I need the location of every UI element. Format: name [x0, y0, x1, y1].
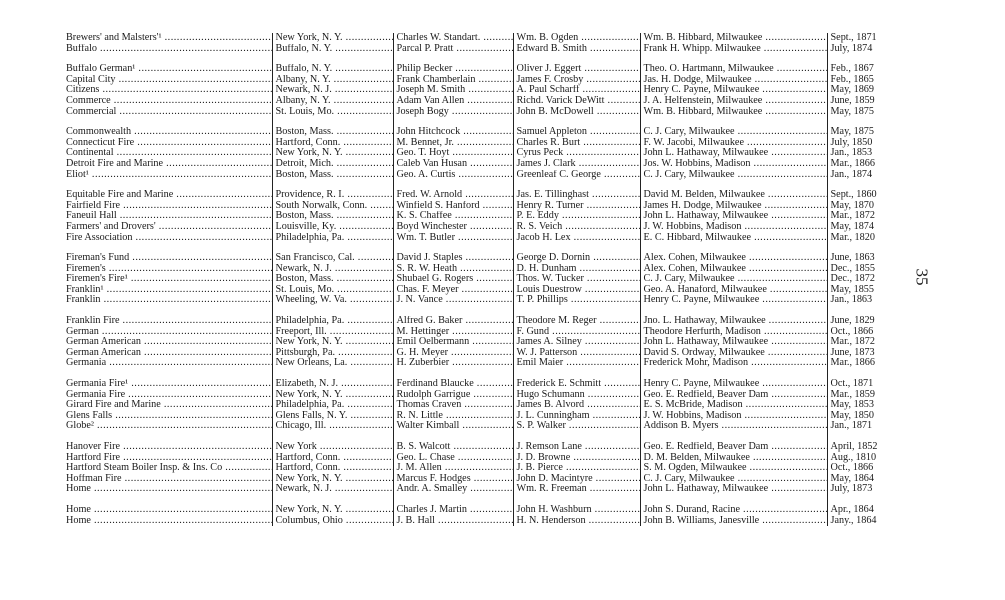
table-row	[64, 138, 899, 149]
group-separator	[64, 432, 899, 442]
president-cell: S. R. W. Heath .....	[393, 264, 513, 275]
location-cell: Philadelphia, Pa. .....	[272, 400, 393, 411]
agent-cell: J. W. Hobbins, Madison .....	[640, 411, 827, 422]
admitted-date-cell: Oct., 1866	[830, 326, 874, 337]
company-name-cell: Fairfield Fire .....	[64, 201, 272, 212]
location-cell: New York, N. Y. .....	[272, 505, 393, 516]
location-cell: Elizabeth, N. J. .....	[272, 379, 393, 390]
company-name-cell: Commercial .....	[64, 107, 272, 118]
table-row	[64, 327, 899, 338]
company-name-cell: Citizens .....	[64, 85, 272, 96]
president-cell: Chas. F. Meyer .....	[393, 285, 513, 296]
company-name-cell: German .....	[64, 327, 272, 338]
company-name-cell: Glens Falls .....	[64, 411, 272, 422]
company-name-cell: Hoffman Fire .....	[64, 474, 272, 485]
secretary-cell: Wm. R. Freeman .....	[513, 484, 640, 495]
company-name-cell: Firemen's .....	[64, 264, 272, 275]
admitted-date-cell: July, 1850	[830, 137, 873, 148]
company-name-cell: Hartford Fire .....	[64, 453, 272, 464]
president-cell: Ferdinand Blaucke .....	[393, 379, 513, 390]
table-row	[64, 505, 899, 516]
group-separator	[64, 243, 899, 253]
admitted-date-cell: May, 1874	[830, 221, 874, 232]
admitted-date-cell: Jan., 1863	[830, 295, 873, 306]
table-row	[64, 201, 899, 212]
location-cell: San Francisco, Cal. .....	[272, 253, 393, 264]
table-row	[64, 33, 899, 44]
president-cell: Geo. A. Curtis .....	[393, 170, 513, 181]
table-row	[64, 295, 899, 306]
admitted-date-cell: May, 1853	[830, 400, 874, 411]
secretary-cell: John B. McDowell .....	[513, 107, 640, 118]
admitted-date-cell: June, 1863	[830, 253, 875, 264]
admitted-date-cell: Feb., 1865	[830, 74, 874, 85]
location-cell: New York, N. Y. .....	[272, 390, 393, 401]
agent-cell: C. J. Cary, Milwaukee .....	[640, 274, 827, 285]
admitted-date-cell: Mar., 1859	[830, 389, 875, 400]
secretary-cell: George D. Dornin .....	[513, 253, 640, 264]
company-name-cell: Eliot¹ .....	[64, 170, 272, 181]
secretary-cell: J. L. Cunningham .....	[513, 411, 640, 422]
company-name-cell: Detroit Fire and Marine .....	[64, 159, 272, 170]
admitted-date-cell: Mar., 1872	[830, 211, 875, 222]
location-cell: St. Louis, Mo. .....	[272, 107, 393, 118]
secretary-cell: James A. Silney .....	[513, 337, 640, 348]
president-cell: J. M. Allen .....	[393, 463, 513, 474]
table-row	[64, 316, 899, 327]
table-row	[64, 285, 899, 296]
company-name-cell: Faneuil Hall .....	[64, 211, 272, 222]
president-cell: Shubael G. Rogers .....	[393, 274, 513, 285]
president-cell: Frank Chamberlain .....	[393, 75, 513, 86]
company-name-cell: Hanover Fire .....	[64, 442, 272, 453]
table-row	[64, 253, 899, 264]
admitted-date-cell: May, 1864	[830, 473, 874, 484]
president-cell: Joseph Bogy .....	[393, 107, 513, 118]
agent-cell: Jos. W. Hobbins, Madison .....	[640, 159, 827, 170]
location-cell: Hartford, Conn. .....	[272, 453, 393, 464]
secretary-cell: D. H. Dunham .....	[513, 264, 640, 275]
location-cell: Hartford, Conn. .....	[272, 463, 393, 474]
secretary-cell: J. B. Pierce .....	[513, 463, 640, 474]
location-cell: Philadelphia, Pa. .....	[272, 316, 393, 327]
president-cell: Geo. T. Hoyt .....	[393, 148, 513, 159]
company-name-cell: Equitable Fire and Marine .....	[64, 190, 272, 201]
admitted-date-cell: July, 1873	[830, 484, 873, 495]
secretary-cell: Hugo Schumann .....	[513, 390, 640, 401]
secretary-cell: S. P. Walker .....	[513, 421, 640, 432]
admitted-date-cell: April, 1852	[830, 442, 878, 452]
agent-cell: Frank H. Whipp. Milwaukee .....	[640, 44, 827, 55]
president-cell: J. B. Hall .....	[393, 516, 513, 527]
table-row	[64, 233, 899, 244]
president-cell: Wm. T. Butler .....	[393, 233, 513, 244]
president-cell: Boyd Winchester .....	[393, 222, 513, 233]
table-row	[64, 358, 899, 369]
table-row	[64, 274, 899, 285]
admitted-date-cell: Jan., 1871	[830, 421, 873, 432]
president-cell: K. S. Chaffee .....	[393, 211, 513, 222]
secretary-cell: F. Gund .....	[513, 327, 640, 338]
admitted-date-cell: June, 1829	[830, 316, 875, 327]
agent-cell: S. M. Ogden, Milwaukee .....	[640, 463, 827, 474]
president-cell: M. Bennet, Jr. .....	[393, 138, 513, 149]
agent-cell: C. J. Cary, Milwaukee .....	[640, 127, 827, 138]
admitted-date-cell: Mar., 1866	[830, 158, 875, 169]
table-row	[64, 159, 899, 170]
agent-cell: Frederick Mohr, Madison .....	[640, 358, 827, 369]
company-name-cell: Girard Fire and Marine .....	[64, 400, 272, 411]
secretary-cell: Frederick E. Schmitt .....	[513, 379, 640, 390]
agent-cell: Geo. A. Hanaford, Milwaukee .....	[640, 285, 827, 296]
president-cell: Charles W. Standart. .....	[393, 33, 513, 44]
agent-cell: Wm. B. Hibbard, Milwaukee .....	[640, 33, 827, 44]
president-cell: B. S. Walcott .....	[393, 442, 513, 453]
table-row	[64, 107, 899, 118]
company-name-cell: Franklin¹ .....	[64, 285, 272, 296]
secretary-cell: Charles R. Burt .....	[513, 138, 640, 149]
admitted-date-cell: Jan., 1874	[830, 169, 873, 180]
company-name-cell: Hartford Steam Boiler Insp. & Ins. Co .....	[64, 463, 272, 474]
admitted-date-cell: Mar., 1820	[830, 232, 875, 243]
agent-cell: Addison B. Myers .....	[640, 421, 827, 432]
secretary-cell: Jacob H. Lex .....	[513, 233, 640, 244]
admitted-date-cell: May, 1870	[830, 200, 874, 211]
table-row	[64, 148, 899, 159]
table-row	[64, 474, 899, 485]
admitted-date-cell: Sept., 1871	[830, 33, 877, 43]
secretary-cell: P. E. Eddy .....	[513, 211, 640, 222]
table-row	[64, 222, 899, 233]
secretary-cell: R. S. Veich .....	[513, 222, 640, 233]
admitted-date-cell: June, 1859	[830, 95, 875, 106]
admitted-date-cell: Oct., 1866	[830, 463, 874, 474]
admitted-date-cell: Apr., 1864	[830, 504, 874, 515]
company-name-cell: Farmers' and Drovers' .....	[64, 222, 272, 233]
table-row	[64, 211, 899, 222]
location-cell: Glens Falls, N. Y. .....	[272, 411, 393, 422]
table-row	[64, 411, 899, 422]
location-cell: Chicago, Ill. .....	[272, 421, 393, 432]
company-name-cell: German American .....	[64, 348, 272, 359]
agent-cell: Henry C. Payne, Milwaukee .....	[640, 295, 827, 306]
table-row	[64, 453, 899, 464]
agent-cell: John L. Hathaway, Milwaukee .....	[640, 337, 827, 348]
location-cell: Buffalo, N. Y. .....	[272, 44, 393, 55]
secretary-cell: Jas. E. Tillinghast .....	[513, 190, 640, 201]
company-name-cell: Home .....	[64, 484, 272, 495]
admitted-date-cell: July, 1874	[830, 43, 873, 54]
company-name-cell: Buffalo German¹ .....	[64, 64, 272, 75]
table-row	[64, 264, 899, 275]
secretary-cell: James F. Crosby .....	[513, 75, 640, 86]
president-cell: John Hitchcock .....	[393, 127, 513, 138]
company-name-cell: Commerce .....	[64, 96, 272, 107]
president-cell: Fred. W. Arnold .....	[393, 190, 513, 201]
admitted-date-cell: Mar., 1866	[830, 358, 875, 369]
location-cell: New Orleans, La. .....	[272, 358, 393, 369]
agent-cell: Theo. O. Hartmann, Milwaukee .....	[640, 64, 827, 75]
table-row	[64, 484, 899, 495]
table-row	[64, 348, 899, 359]
agent-cell: Jas. H. Dodge, Milwaukee .....	[640, 75, 827, 86]
president-cell: J. N. Vance .....	[393, 295, 513, 306]
secretary-cell: John D. Macintyre .....	[513, 474, 640, 485]
secretary-cell: Emil Maier .....	[513, 358, 640, 369]
table-row	[64, 127, 899, 138]
location-cell: Pittsburgh, Pa. .....	[272, 348, 393, 359]
president-cell: Thomas Craven .....	[393, 400, 513, 411]
agent-cell: Jno. L. Hathaway, Milwaukee .....	[640, 316, 827, 327]
location-cell: Providence, R. I. .....	[272, 190, 393, 201]
secretary-cell: Louis Duestrow .....	[513, 285, 640, 296]
president-cell: R. N. Little .....	[393, 411, 513, 422]
location-cell: New York, N. Y. .....	[272, 148, 393, 159]
location-cell: Hartford, Conn. .....	[272, 138, 393, 149]
location-cell: Newark, N. J. .....	[272, 484, 393, 495]
president-cell: Caleb Van Husan .....	[393, 159, 513, 170]
agent-cell: Theodore Herfurth, Madison .....	[640, 327, 827, 338]
location-cell: South Norwalk, Conn. .....	[272, 201, 393, 212]
president-cell: Walter Kimball .....	[393, 421, 513, 432]
table-row	[64, 75, 899, 86]
table-row	[64, 170, 899, 181]
company-name-cell: Germania .....	[64, 358, 272, 369]
table-row	[64, 44, 899, 55]
agent-cell: Geo. E. Redfield, Beaver Dam .....	[640, 442, 827, 453]
group-separator	[64, 54, 899, 64]
agent-cell: John S. Durand, Racine .....	[640, 505, 827, 516]
company-name-cell: Globe² .....	[64, 421, 272, 432]
table-row	[64, 96, 899, 107]
president-cell: Marcus F. Hodges .....	[393, 474, 513, 485]
company-name-cell: Capital City .....	[64, 75, 272, 86]
admitted-date-cell: Dec., 1855	[830, 263, 875, 274]
president-cell: Emil Oelbermann .....	[393, 337, 513, 348]
agent-cell: Alex. Cohen, Milwaukee .....	[640, 253, 827, 264]
table-row	[64, 516, 899, 527]
agent-cell: David S. Ordway, Milwaukee .....	[640, 348, 827, 359]
table-row	[64, 421, 899, 432]
admitted-date-cell: Sept., 1860	[830, 190, 877, 201]
location-cell: Newark, N. J. .....	[272, 85, 393, 96]
location-cell: Wheeling, W. Va. .....	[272, 295, 393, 306]
company-name-cell: Franklin Fire .....	[64, 316, 272, 327]
admitted-date-cell: Dec., 1872	[830, 274, 875, 285]
table-row	[64, 463, 899, 474]
secretary-cell: John H. Washburn .....	[513, 505, 640, 516]
secretary-cell: A. Paul Scharff .....	[513, 85, 640, 96]
company-name-cell: Franklin .....	[64, 295, 272, 306]
company-name-cell: Home .....	[64, 516, 272, 527]
company-name-cell: Buffalo .....	[64, 44, 272, 55]
secretary-cell: Theodore M. Reger .....	[513, 316, 640, 327]
president-cell: Philip Becker .....	[393, 64, 513, 75]
location-cell: Boston, Mass. .....	[272, 170, 393, 181]
location-cell: Boston, Mass. .....	[272, 127, 393, 138]
company-name-cell: Home .....	[64, 505, 272, 516]
agent-cell: John B. Williams, Janesville .....	[640, 516, 827, 527]
secretary-cell: J. D. Browne .....	[513, 453, 640, 464]
table-row	[64, 337, 899, 348]
president-cell: Winfield S. Hanford .....	[393, 201, 513, 212]
agent-cell: Alex. Cohen, Milwaukee .....	[640, 264, 827, 275]
president-cell: Rudolph Garrigue .....	[393, 390, 513, 401]
group-separator	[64, 495, 899, 505]
location-cell: Albany, N. Y. .....	[272, 75, 393, 86]
table-row	[64, 379, 899, 390]
admitted-date-cell: May, 1855	[830, 284, 874, 295]
location-cell: New York, N. Y. .....	[272, 474, 393, 485]
company-name-cell: Fireman's Fund .....	[64, 253, 272, 264]
agent-cell: E. C. Hibbard, Milwaukee .....	[640, 233, 827, 244]
president-cell: Andr. A. Smalley .....	[393, 484, 513, 495]
agent-cell: J. W. Hobbins, Madison .....	[640, 222, 827, 233]
agent-cell: Henry C. Payne, Milwaukee .....	[640, 85, 827, 96]
location-cell: Buffalo, N. Y. .....	[272, 64, 393, 75]
location-cell: New York .....	[272, 442, 393, 453]
admitted-date-cell: Feb., 1867	[830, 64, 874, 75]
president-cell: Geo. L. Chase .....	[393, 453, 513, 464]
secretary-cell: Oliver J. Eggert .....	[513, 64, 640, 75]
table-row	[64, 390, 899, 401]
location-cell: Louisville, Ky. .....	[272, 222, 393, 233]
table-row	[64, 190, 899, 201]
secretary-cell: Thos. W. Tucker .....	[513, 274, 640, 285]
admitted-date-cell: Aug., 1810	[830, 452, 877, 463]
company-name-cell: Firemen's Fire¹ .....	[64, 274, 272, 285]
company-name-cell: Connecticut Fire .....	[64, 138, 272, 149]
agent-cell: David M. Belden, Milwaukee .....	[640, 190, 827, 201]
secretary-cell: Samuel Appleton .....	[513, 127, 640, 138]
agent-cell: D. M. Belden, Milwaukee .....	[640, 453, 827, 464]
company-name-cell: Brewers' and Malsters'¹ .....	[64, 33, 272, 44]
agent-cell: John L. Hathaway, Milwaukee .....	[640, 211, 827, 222]
secretary-cell: J. Remson Lane .....	[513, 442, 640, 453]
agent-cell: C. J. Cary, Milwaukee .....	[640, 474, 827, 485]
company-name-cell: Germania Fire .....	[64, 390, 272, 401]
agent-cell: E. S. McBride, Madison .....	[640, 400, 827, 411]
page-number: 35	[912, 268, 932, 286]
secretary-cell: W. J. Patterson .....	[513, 348, 640, 359]
table-row	[64, 64, 899, 75]
company-name-cell: Commonwealth .....	[64, 127, 272, 138]
group-separator	[64, 369, 899, 379]
table-row	[64, 400, 899, 411]
company-name-cell: German American .....	[64, 337, 272, 348]
location-cell: Detroit, Mich. .....	[272, 159, 393, 170]
location-cell: St. Louis, Mo. .....	[272, 285, 393, 296]
table-row	[64, 442, 899, 453]
agent-cell: F. W. Jacobi, Milwaukee .....	[640, 138, 827, 149]
company-name-cell: Continental .....	[64, 148, 272, 159]
location-cell: New York, N. Y. .....	[272, 337, 393, 348]
secretary-cell: T. P. Phillips .....	[513, 295, 640, 306]
location-cell: Columbus, Ohio .....	[272, 516, 393, 527]
insurance-companies-table	[64, 33, 899, 526]
secretary-cell: Edward B. Smith .....	[513, 44, 640, 55]
group-separator	[64, 180, 899, 190]
agent-cell: John L. Hathaway, Milwaukee .....	[640, 484, 827, 495]
location-cell: Boston, Mass. .....	[272, 211, 393, 222]
location-cell: New York, N. Y. .....	[272, 33, 393, 44]
secretary-cell: Greenleaf C. George .....	[513, 170, 640, 181]
president-cell: David J. Staples .....	[393, 253, 513, 264]
agent-cell: J. A. Helfenstein, Milwaukee .....	[640, 96, 827, 107]
agent-cell: Wm. B. Hibbard, Milwaukee .....	[640, 107, 827, 118]
president-cell: Joseph M. Smith .....	[393, 85, 513, 96]
table-row	[64, 85, 899, 96]
company-name-cell: Fire Association .....	[64, 233, 272, 244]
location-cell: Philadelphia, Pa. .....	[272, 233, 393, 244]
group-separator	[64, 117, 899, 127]
admitted-date-cell: June, 1873	[830, 347, 875, 358]
admitted-date-cell: May, 1850	[830, 410, 874, 421]
admitted-date-cell: Jany., 1864	[830, 515, 877, 526]
location-cell: Freeport, Ill. .....	[272, 327, 393, 338]
admitted-date-cell: May, 1875	[830, 127, 874, 138]
secretary-cell: Wm. B. Ogden .....	[513, 33, 640, 44]
admitted-date-cell: Mar., 1872	[830, 337, 875, 348]
admitted-date-cell: May, 1869	[830, 85, 874, 96]
location-cell: Albany, N. Y. .....	[272, 96, 393, 107]
group-separator	[64, 306, 899, 316]
secretary-cell: James B. Alvord .....	[513, 400, 640, 411]
agent-cell: Geo. E. Redfield, Beaver Dam .....	[640, 390, 827, 401]
president-cell: M. Hettinger .....	[393, 327, 513, 338]
president-cell: Parcal P. Pratt .....	[393, 44, 513, 55]
secretary-cell: H. N. Henderson .....	[513, 516, 640, 527]
location-cell: Newark, N. J. .....	[272, 264, 393, 275]
agent-cell: James H. Dodge, Milwaukee .....	[640, 201, 827, 212]
secretary-cell: Richd. Varick DeWitt .....	[513, 96, 640, 107]
admitted-date-cell: Oct., 1871	[830, 379, 874, 390]
admitted-date-cell: Jan., 1853	[830, 148, 873, 159]
company-name-cell: Germania Fire¹ .....	[64, 379, 272, 390]
agent-cell: John L. Hathaway, Milwaukee .....	[640, 148, 827, 159]
secretary-cell: Cyrus Peck .....	[513, 148, 640, 159]
location-cell: Boston, Mass. .....	[272, 274, 393, 285]
president-cell: Charles J. Martin .....	[393, 505, 513, 516]
table-body	[64, 33, 899, 526]
agent-cell: Henry C. Payne, Milwaukee .....	[640, 379, 827, 390]
admitted-date-cell: May, 1875	[830, 106, 874, 117]
secretary-cell: Henry R. Turner .....	[513, 201, 640, 212]
president-cell: Alfred G. Baker .....	[393, 316, 513, 327]
president-cell: H. Zuberbier .....	[393, 358, 513, 369]
president-cell: G. H. Meyer .....	[393, 348, 513, 359]
president-cell: Adam Van Allen .....	[393, 96, 513, 107]
secretary-cell: James J. Clark .....	[513, 159, 640, 170]
agent-cell: C. J. Cary, Milwaukee .....	[640, 170, 827, 181]
